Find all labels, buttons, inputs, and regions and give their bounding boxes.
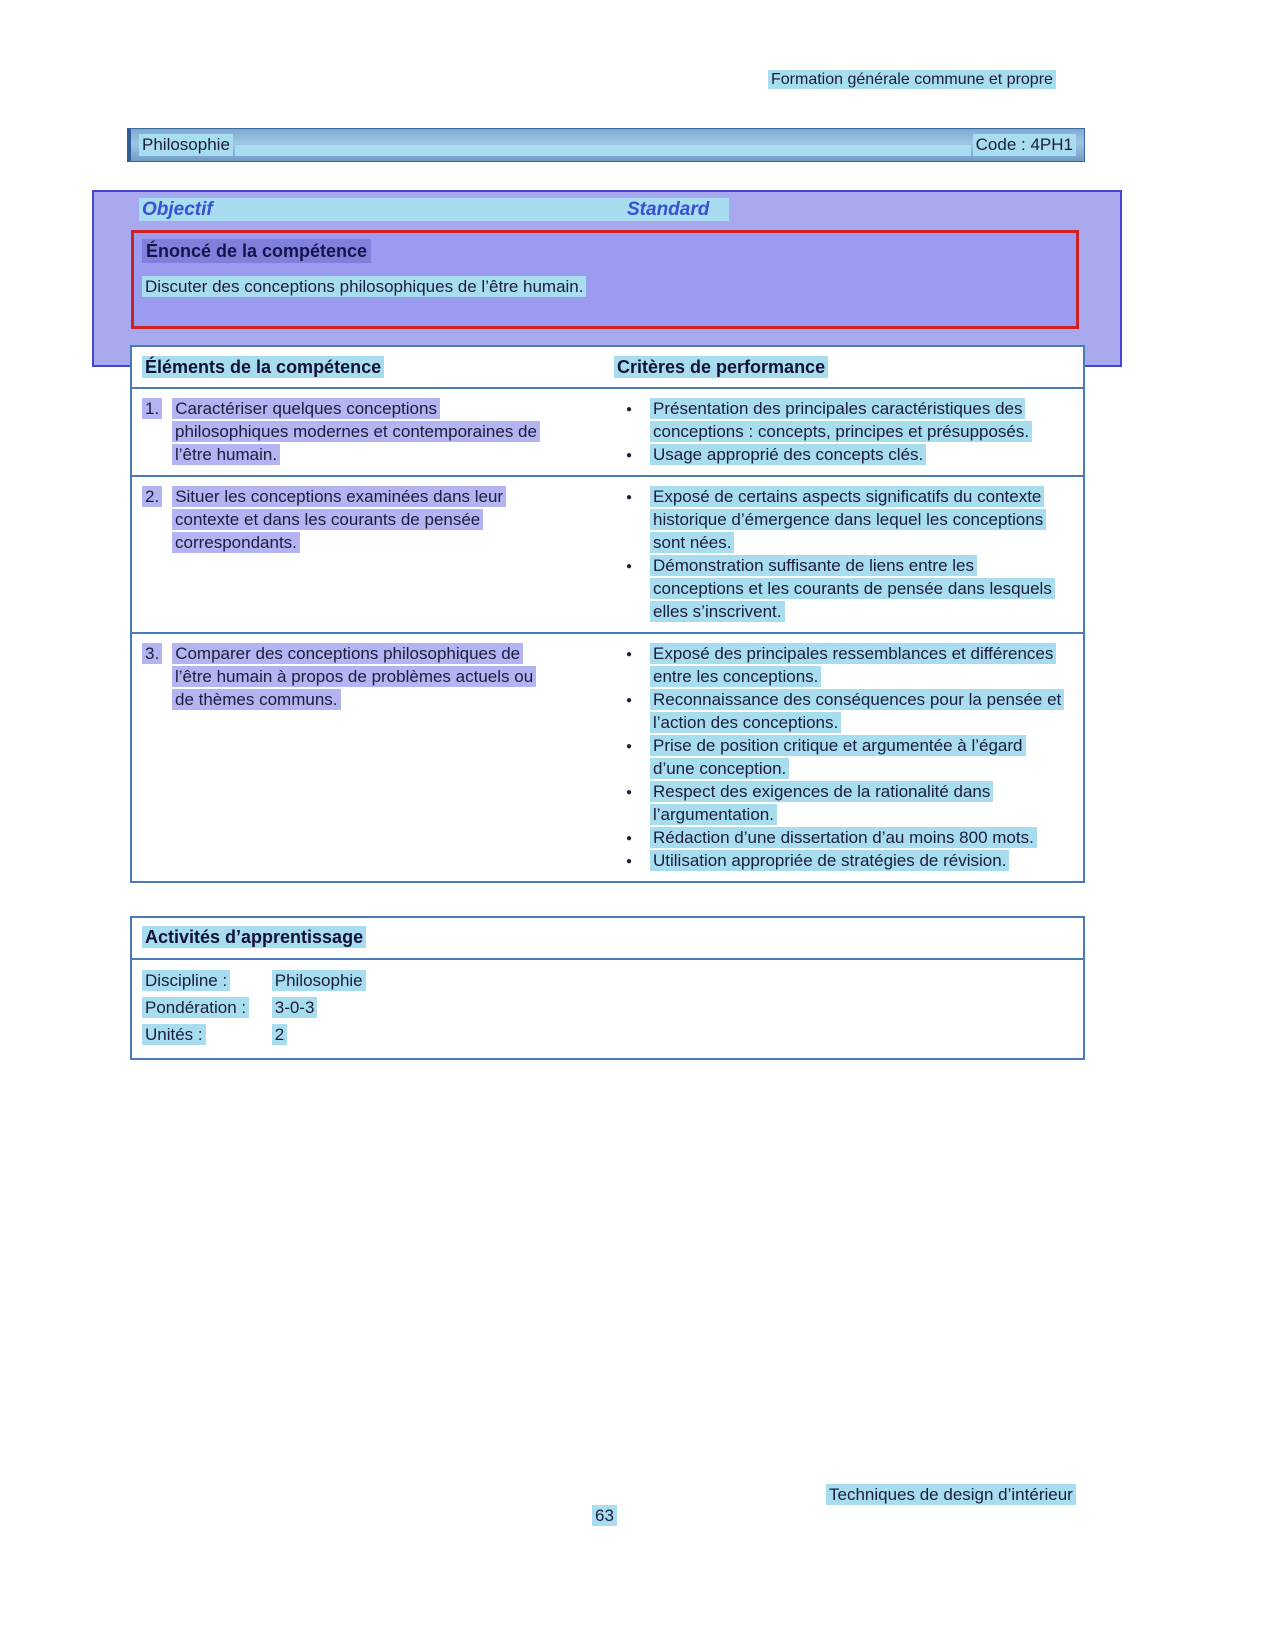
competence-table <box>130 345 1085 883</box>
footer-note <box>826 1485 1076 1505</box>
enonce-body <box>142 275 592 299</box>
criteria-cell <box>614 477 1083 632</box>
standard-label: Standard <box>627 199 710 220</box>
element-cell <box>132 634 614 881</box>
bullet-icon: ● <box>626 787 633 798</box>
table-row <box>132 475 1083 632</box>
bullet-icon: ● <box>626 856 633 867</box>
bullet-icon: ● <box>626 649 633 660</box>
element-cell <box>132 389 614 475</box>
objectif-label: Objectif <box>142 199 213 220</box>
activities-heading: Activités d’apprentissage <box>142 926 366 948</box>
page-number <box>592 1506 617 1526</box>
col-header-elements: Éléments de la compétence <box>142 356 384 378</box>
criteria-cell <box>614 389 1083 475</box>
table-header-row <box>132 347 1083 387</box>
criterion-item <box>614 688 1066 734</box>
element-number: 1. <box>142 398 162 419</box>
table-row <box>132 632 1083 881</box>
element-body: Caractériser quelques conceptions philosophiques modernes et contemporaines de l’être humain. <box>172 398 540 465</box>
enonce-heading <box>142 241 1068 262</box>
col-header-criteres: Critères de performance <box>614 356 828 378</box>
criterion-item <box>614 443 1066 466</box>
criterion-text: Utilisation appropriée de stratégies de révision. <box>650 850 1009 871</box>
bullet-icon: ● <box>626 450 633 461</box>
activity-row-unites <box>142 1021 1073 1048</box>
element-text <box>142 485 554 554</box>
highlight-strip <box>235 145 971 156</box>
activity-row-discipline <box>142 967 1073 994</box>
element-text <box>142 397 554 466</box>
element-text <box>142 642 554 711</box>
title-bar <box>127 128 1085 162</box>
criterion-item <box>614 485 1066 554</box>
criterion-item <box>614 397 1066 443</box>
element-body: Comparer des conceptions philosophiques de l’être humain à propos de problèmes actuels ou de thèmes communs. <box>172 643 536 710</box>
criterion-text: Prise de position critique et argumentée à l’égard d’une conception. <box>650 735 1026 779</box>
ponderation-value: 3-0-3 <box>272 997 318 1018</box>
criterion-text: Respect des exigences de la rationalité dans l’argumentation. <box>650 781 993 825</box>
criterion-item <box>614 826 1066 849</box>
objectif-standard-panel <box>92 190 1122 367</box>
element-number: 2. <box>142 486 162 507</box>
element-number: 3. <box>142 643 162 664</box>
document-title: Philosophie <box>139 134 233 156</box>
criterion-text: Démonstration suffisante de liens entre les conceptions et les courants de pensée dans lesquels elles s’inscrivent. <box>650 555 1055 622</box>
criterion-item <box>614 734 1066 780</box>
criterion-text: Reconnaissance des conséquences pour la pensée et l’action des conceptions. <box>650 689 1064 733</box>
criteria-cell <box>614 634 1083 881</box>
criterion-item <box>614 554 1066 623</box>
bullet-icon: ● <box>626 561 633 572</box>
enonce-heading-text: Énoncé de la compétence <box>142 239 371 263</box>
discipline-value: Philosophie <box>272 970 366 991</box>
header-note-text: Formation générale commune et propre <box>768 70 1056 89</box>
bullet-icon: ● <box>626 695 633 706</box>
criterion-text: Exposé de certains aspects significatifs du contexte historique d’émergence dans lequel les conceptions sont nées. <box>650 486 1046 553</box>
unites-value: 2 <box>272 1024 287 1045</box>
objectif-standard-row <box>139 198 729 221</box>
bullet-icon: ● <box>626 741 633 752</box>
activities-body <box>132 960 1083 1058</box>
bullet-icon: ● <box>626 404 633 415</box>
unites-label: Unités : <box>142 1024 206 1045</box>
element-body: Situer les conceptions examinées dans leur contexte et dans les courants de pensée correspondants. <box>172 486 506 553</box>
criterion-text: Présentation des principales caractéristiques des conceptions : concepts, principes et présupposés. <box>650 398 1032 442</box>
activities-box <box>130 916 1085 1060</box>
criterion-text: Rédaction d’une dissertation d’au moins 800 mots. <box>650 827 1037 848</box>
enonce-body-text: Discuter des conceptions philosophiques de l’être humain. <box>142 276 586 297</box>
activities-header <box>132 918 1083 960</box>
unites-label-slot <box>142 1021 267 1048</box>
elements-header-cell <box>132 357 614 378</box>
criterion-item <box>614 849 1066 872</box>
criterion-item <box>614 780 1066 826</box>
discipline-label-slot <box>142 967 267 994</box>
document-code: Code : 4PH1 <box>973 134 1076 156</box>
header-note <box>768 71 1056 89</box>
table-row <box>132 387 1083 475</box>
enonce-box <box>131 230 1079 329</box>
discipline-label: Discipline : <box>142 970 230 991</box>
ponderation-label: Pondération : <box>142 997 249 1018</box>
ponderation-label-slot <box>142 994 267 1021</box>
bullet-icon: ● <box>626 492 633 503</box>
criterion-text: Usage approprié des concepts clés. <box>650 444 926 465</box>
footer-note-text: Techniques de design d’intérieur <box>826 1484 1076 1505</box>
criterion-item <box>614 642 1066 688</box>
page-number-text: 63 <box>592 1505 617 1526</box>
bullet-icon: ● <box>626 833 633 844</box>
element-cell <box>132 477 614 632</box>
activity-row-ponderation <box>142 994 1073 1021</box>
criteres-header-cell <box>614 357 1083 378</box>
criterion-text: Exposé des principales ressemblances et différences entre les conceptions. <box>650 643 1056 687</box>
